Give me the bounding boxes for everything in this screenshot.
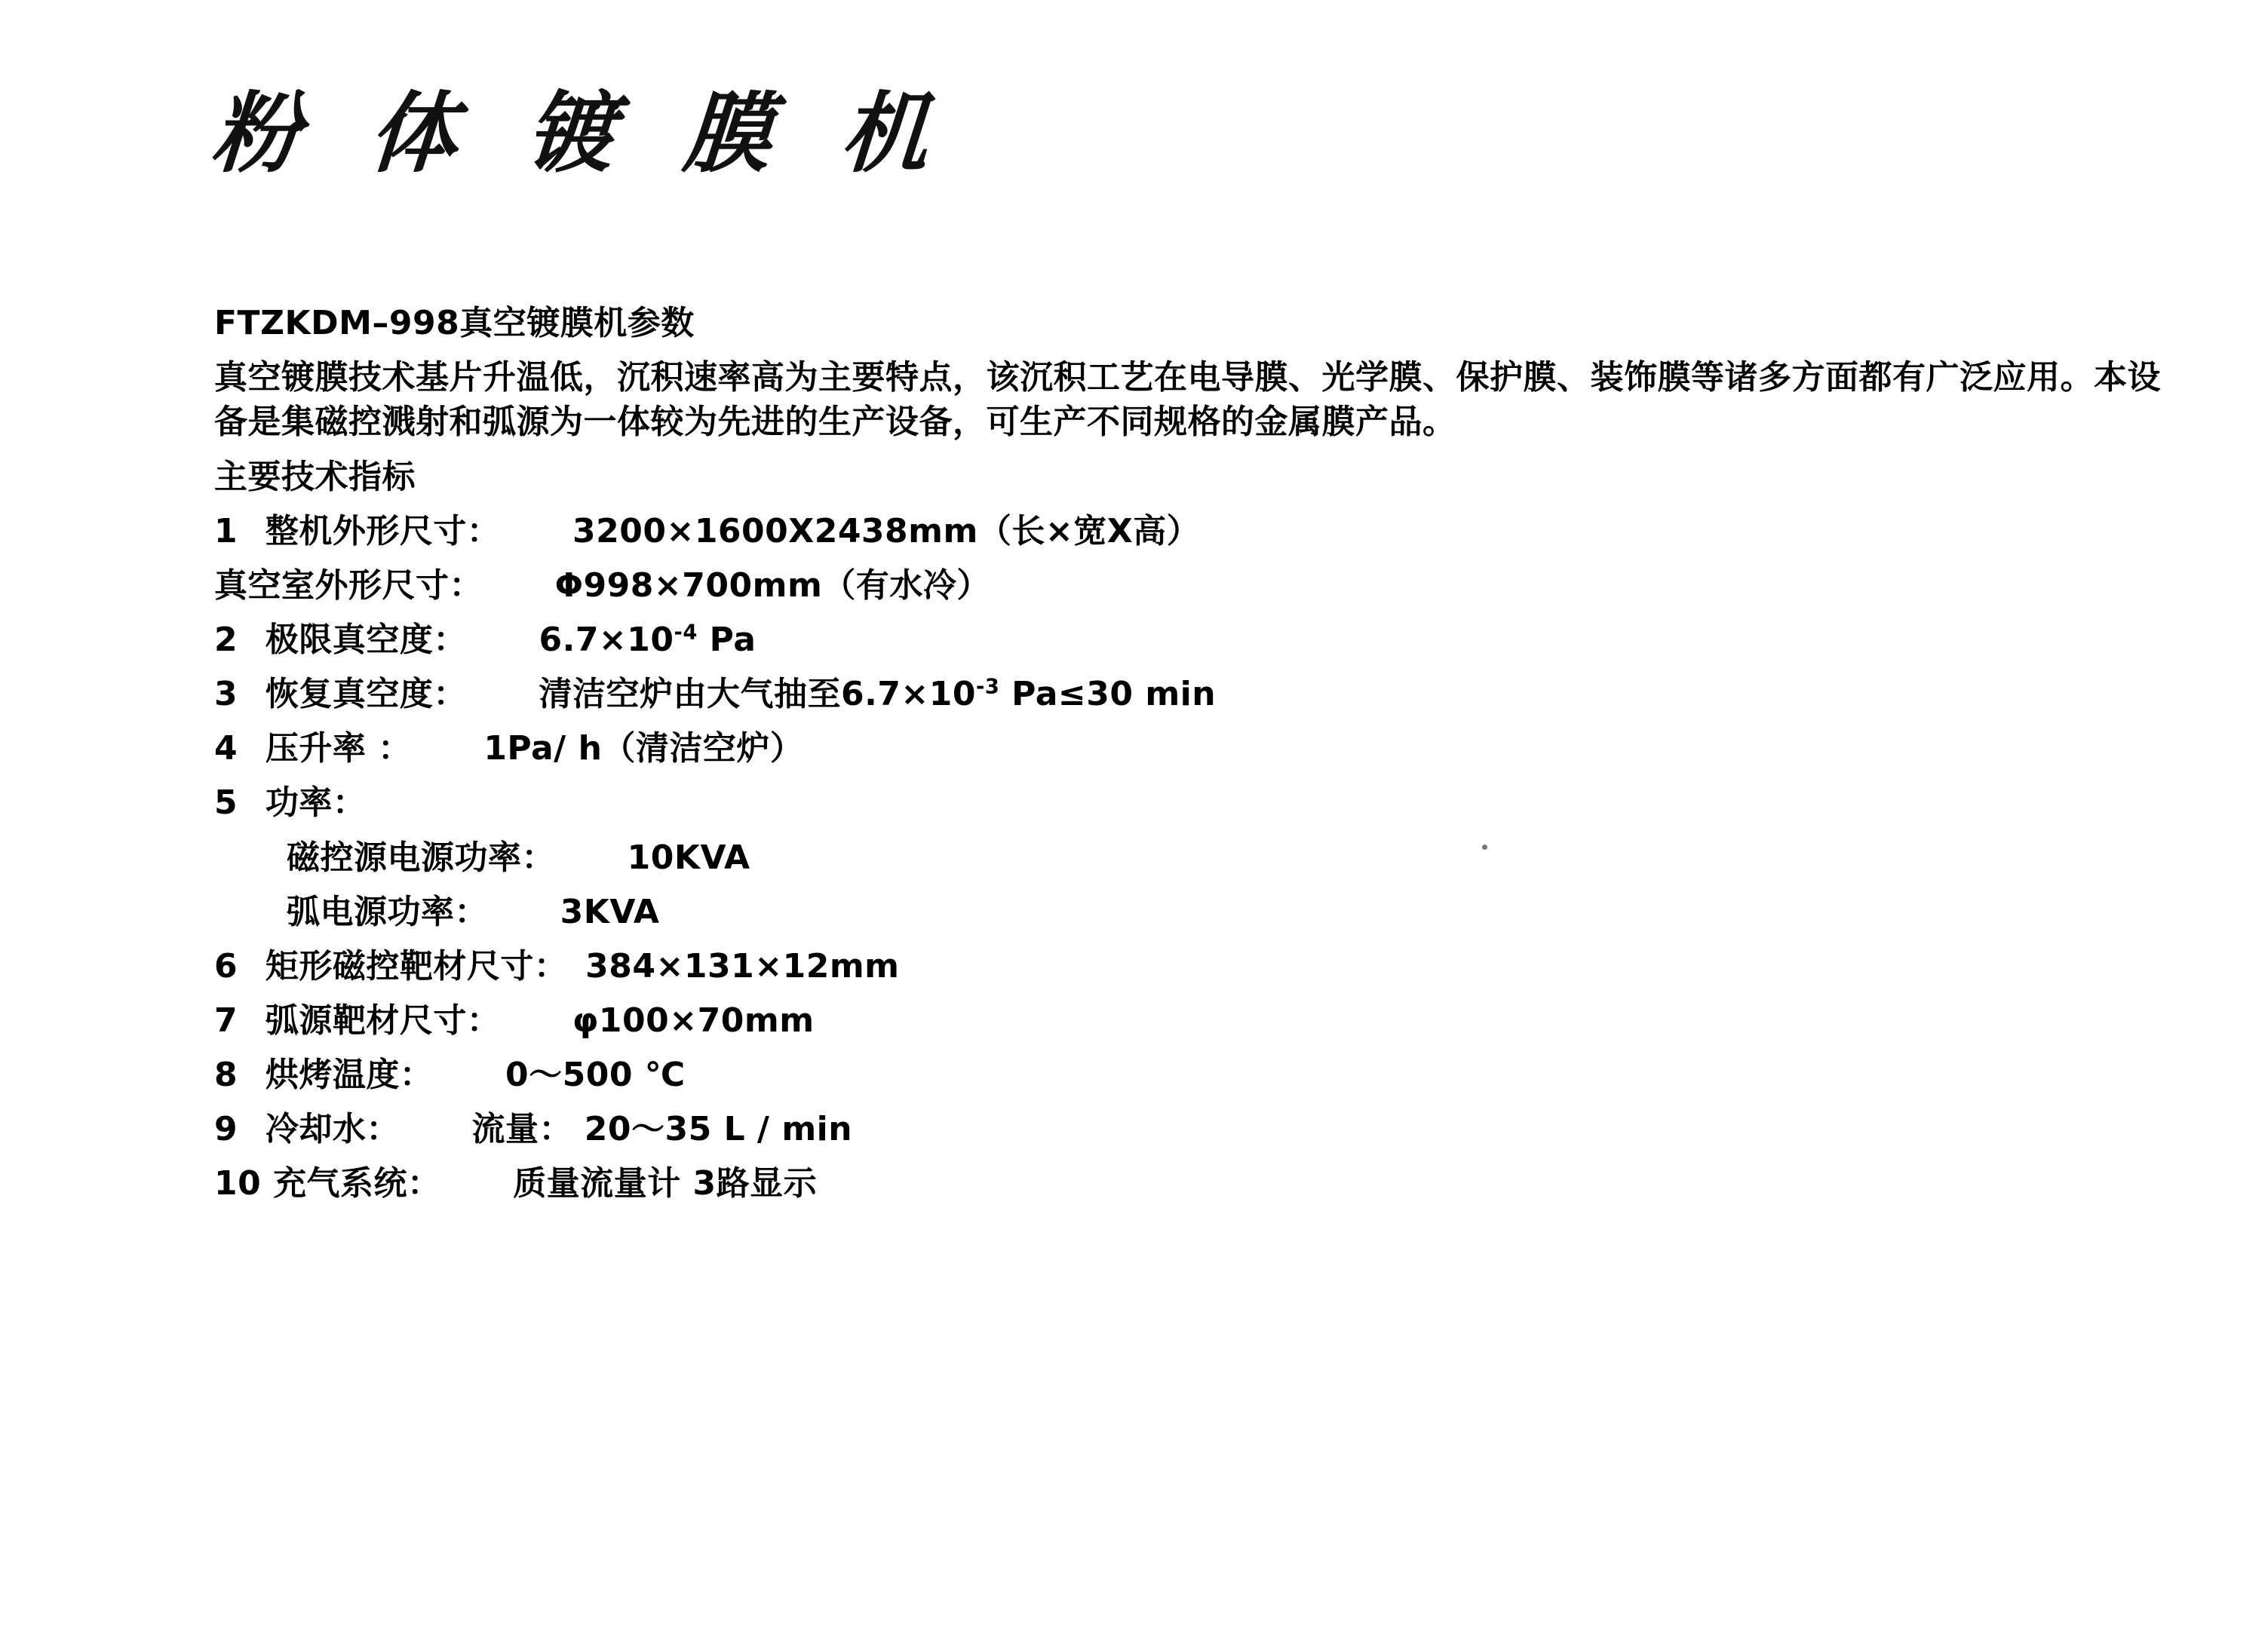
spec-row-5 [214,727,2205,771]
spec-label: 恢复真空度： [265,675,467,714]
spec-row-3 [214,618,2205,662]
spec-row-9 [214,945,2205,989]
spec-number: 2 [214,621,238,660]
spec-value: 3200×1600X2438mm（长×宽X高） [572,512,1201,551]
spec-row-1 [214,510,2205,553]
spec-row-6 [214,781,2205,825]
spec-label: 功率： [265,783,367,823]
spec-label: 烘烤温度： [265,1055,434,1094]
spec-number: 3 [214,675,238,714]
spec-row-7 [214,836,2205,880]
model-heading: FTZKDM–998真空镀膜机参数 [214,304,695,342]
spec-value: Φ998×700mm（有水冷） [554,566,990,605]
spec-label: 充气系统： [273,1164,441,1203]
spec-row-12 [214,1108,2205,1151]
spec-row-11 [214,1053,2205,1097]
spec-label: 弧电源功率： [287,892,488,931]
spec-number: 6 [214,946,238,986]
spec-label: 极限真空度： [265,621,467,660]
spec-row-2 [214,564,2205,608]
spec-number: 1 [214,512,238,551]
spec-number: 9 [214,1109,238,1148]
spec-label: 冷却水： [265,1109,400,1148]
spec-row-4 [214,673,2205,716]
spec-value: 0～500 ℃ [505,1055,686,1094]
spec-number: 10 [214,1164,262,1203]
spec-value: 3KVA [560,892,660,931]
spec-label: 真空室外形尺寸： [214,566,483,605]
spec-value: $6.7\times 10^{-4}$ Pa [539,621,757,660]
spec-value: 清洁空炉由大气抽至$6.7\times 10^{-3}$ Pa≤30 min [539,675,1217,714]
page-title: 粉 体 镀 膜 机 [208,82,952,185]
spec-number: 8 [214,1055,238,1094]
spec-value: 384×131×12mm [585,946,900,986]
spec-value: 流量： 20～35 L / min [471,1109,853,1148]
spec-value: 质量流量计 3路显示 [513,1164,818,1203]
scan-artifact-dot [1482,845,1487,850]
spec-label: 弧源靶材尺寸： [265,1001,501,1040]
spec-row-10 [214,999,2205,1043]
spec-number: 7 [214,1001,238,1040]
spec-label: 矩形磁控靶材尺寸： [265,946,568,986]
spec-value: φ100×70mm [572,1001,815,1040]
spec-value: 10KVA [627,838,750,877]
spec-number: 4 [214,729,238,768]
spec-number: 5 [214,783,238,823]
section-heading: 主要技术指标 [214,457,416,496]
spec-row-13 [214,1162,2205,1206]
spec-row-8 [214,891,2205,934]
intro-paragraph: 真空镀膜技术基片升温低，沉积速率高为主要特点，该沉积工艺在电导膜、光学膜、保护膜、装饰膜等诸多方面都有广泛应用。本设备是集磁控溅射和弧源为一体较为先进的生产设备，可生产不同规格的金属膜产品。 [214,358,2161,442]
spec-label: 整机外形尺寸： [265,512,501,551]
spec-label: 压升率 ： [265,729,412,768]
spec-value: 1Pa/ h（清洁空炉） [483,729,804,768]
document-body [214,302,2205,1206]
spec-label: 磁控源电源功率： [287,838,555,877]
